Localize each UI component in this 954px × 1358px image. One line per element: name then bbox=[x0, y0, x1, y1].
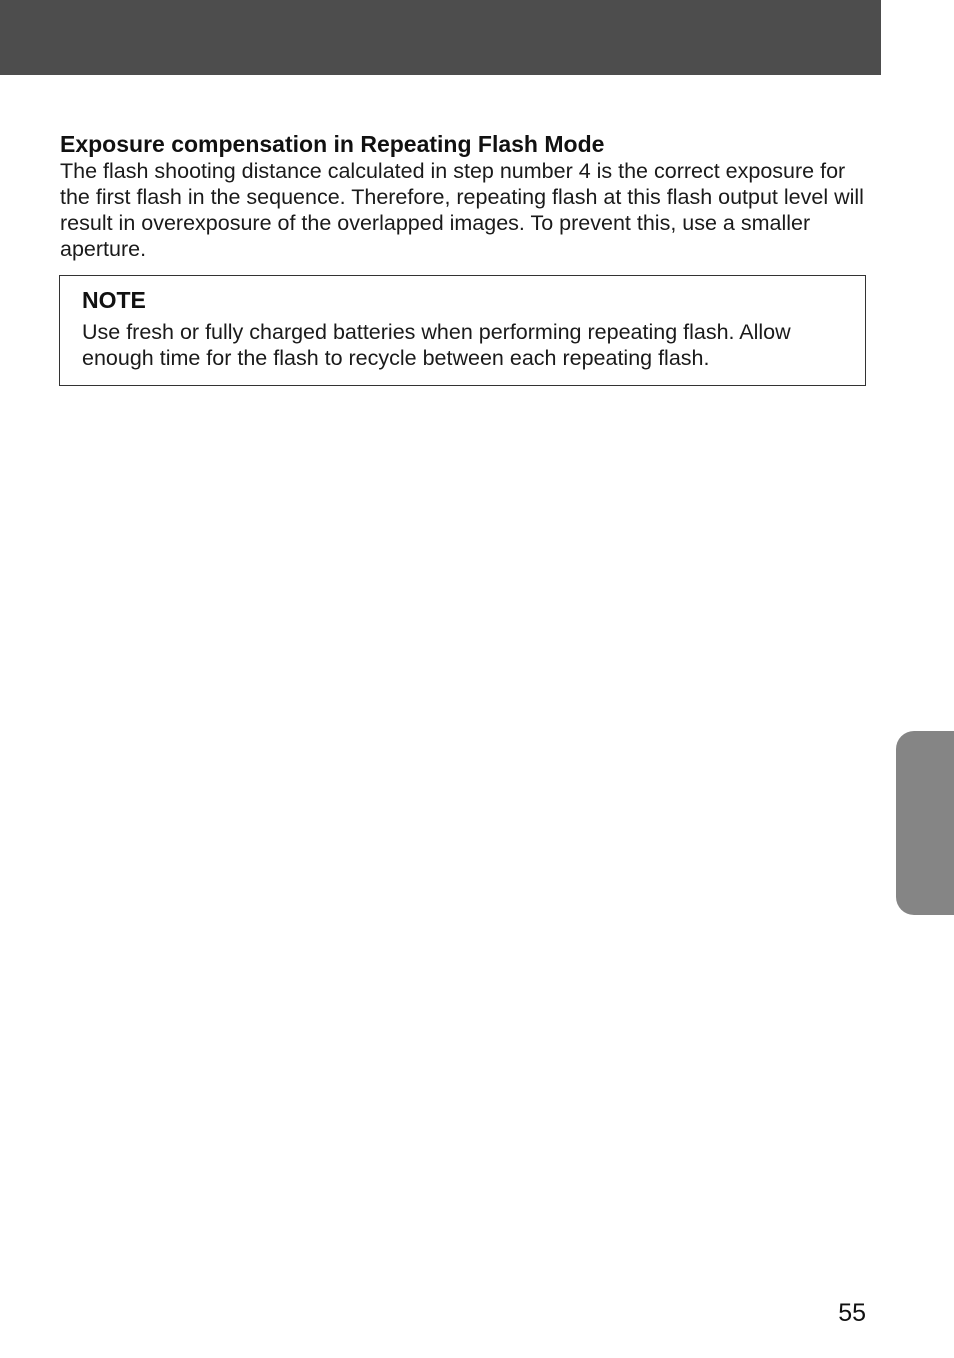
note-body: Use fresh or fully charged batteries when performing repeating flash. Allow enough time for the flash to recycle between each repeating flash. bbox=[82, 320, 791, 370]
page-number: 55 bbox=[838, 1299, 866, 1327]
note-box bbox=[59, 275, 866, 386]
chapter-tab bbox=[896, 731, 954, 915]
exposure-compensation-section bbox=[60, 130, 870, 262]
section-heading: Exposure compensation in Repeating Flash Mode bbox=[60, 131, 605, 157]
note-title: NOTE bbox=[82, 287, 146, 313]
section-body: The flash shooting distance calculated in step number 4 is the correct exposure for the first flash in the sequence. Therefore, repeating flash at this flash output level will result in overexposure of the overlapped images. To prevent this, use a smaller aperture. bbox=[60, 159, 864, 261]
header-band bbox=[0, 0, 881, 75]
